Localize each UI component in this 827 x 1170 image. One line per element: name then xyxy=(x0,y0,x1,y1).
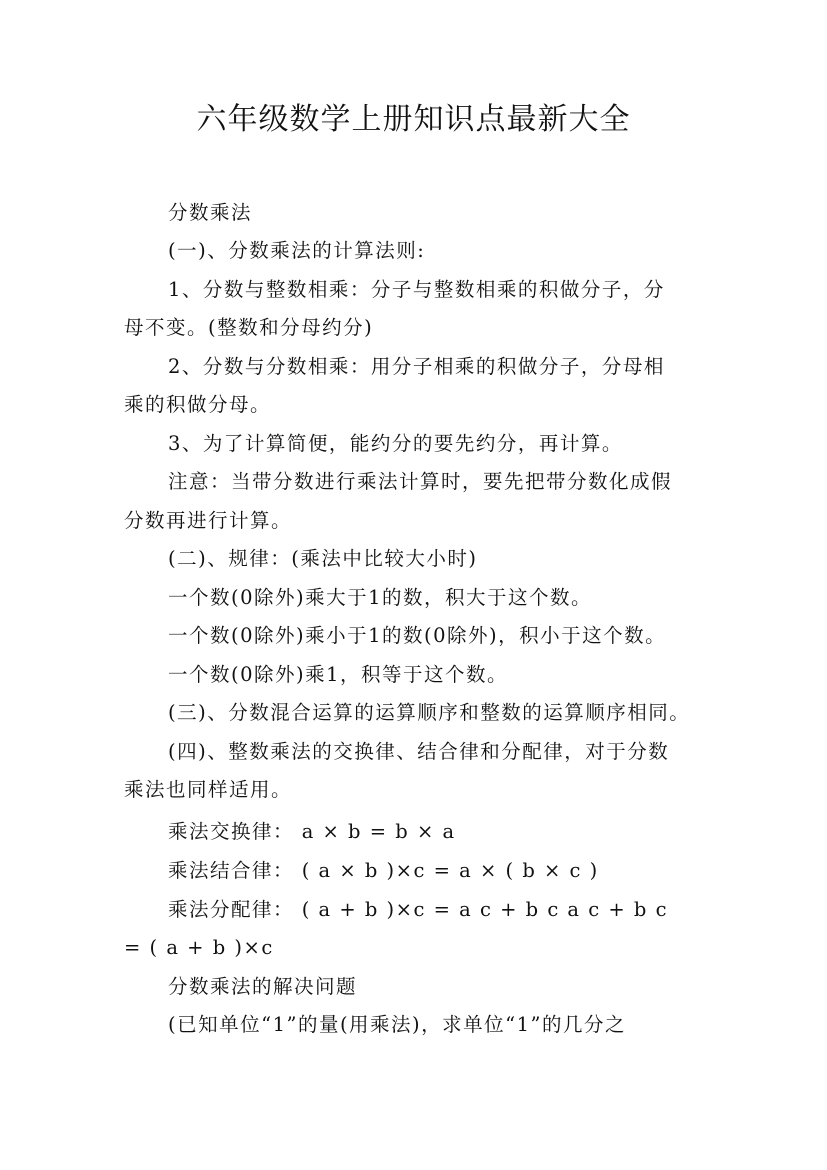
paragraph-line: 1、分数与整数相乘：分子与整数相乘的积做分子，分 xyxy=(168,278,665,301)
paragraph-line: 母不变。(整数和分母约分) xyxy=(124,316,374,339)
paragraph-line: (四)、整数乘法的交换律、结合律和分配律，对于分数 xyxy=(168,740,670,763)
paragraph-line: 一个数(0除外)乘大于1的数，积大于这个数。 xyxy=(168,586,593,609)
paragraph-line: 2、分数与分数相乘：用分子相乘的积做分子，分母相 xyxy=(168,355,665,378)
paragraph-line: 一个数(0除外)乘1，积等于这个数。 xyxy=(168,663,509,686)
formula-line: 乘法结合律： ( a × b )×c = a × ( b × c ) xyxy=(168,859,599,882)
formula-line: 乘法交换律： a × b = b × a xyxy=(168,820,456,843)
document-title: 六年级数学上册知识点最新大全 xyxy=(196,102,631,137)
section-heading: 分数乘法的解决问题 xyxy=(168,975,358,998)
paragraph-line: 分数再进行计算。 xyxy=(124,509,293,532)
paragraph-line: (已知单位“1”的量(用乘法)，求单位“1”的几分之 xyxy=(168,1013,627,1036)
paragraph-line: 3、为了计算简便，能约分的要先约分，再计算。 xyxy=(168,432,623,455)
paragraph-line: (一)、分数乘法的计算法则: xyxy=(168,239,426,262)
formula-line: 乘法分配律： ( a + b )×c = a c + b c a c + b c xyxy=(168,898,669,921)
paragraph-line: (二)、规律：(乘法中比较大小时) xyxy=(168,547,478,570)
formula-line: = ( a + b )×c xyxy=(124,936,274,959)
paragraph-line: (三)、分数混合运算的运算顺序和整数的运算顺序相同。 xyxy=(168,701,691,724)
paragraph-line: 分数乘法 xyxy=(168,201,253,224)
paragraph-line: 乘的积做分母。 xyxy=(124,393,272,416)
paragraph-line: 乘法也同样适用。 xyxy=(124,778,293,801)
paragraph-line: 一个数(0除外)乘小于1的数(0除外)，积小于这个数。 xyxy=(168,624,667,647)
paragraph-line: 注意：当带分数进行乘法计算时，要先把带分数化成假 xyxy=(168,470,673,493)
